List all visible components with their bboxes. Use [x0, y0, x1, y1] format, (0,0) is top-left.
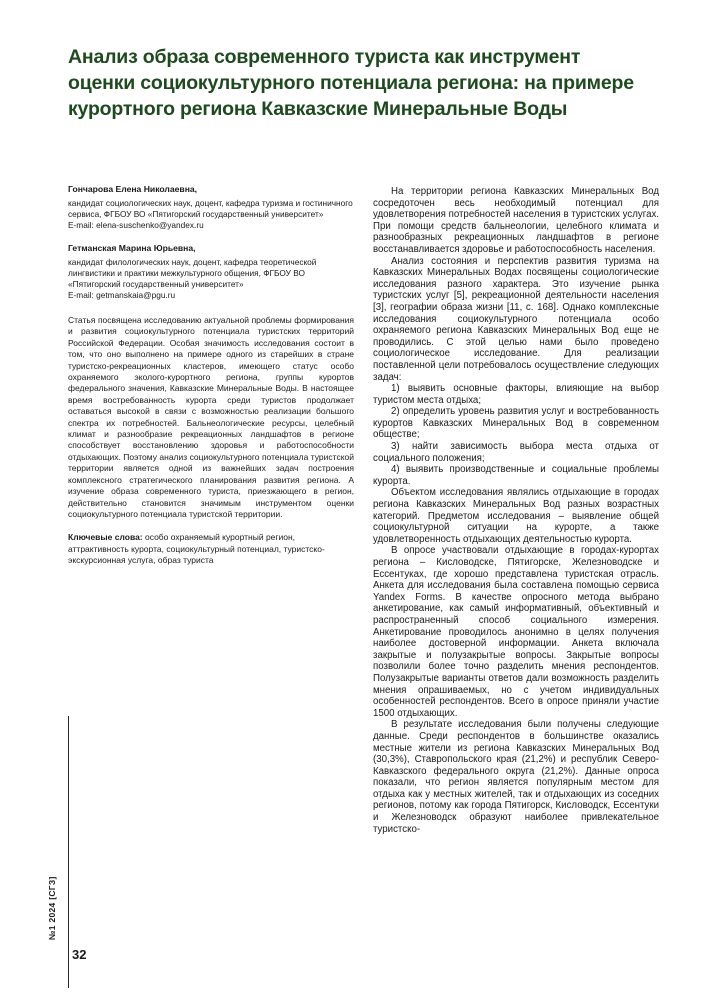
- article-title: Анализ образа современного туриста как инструмент оценки социокультурного потенциала региона: на примере курортного региона Кавказские Минеральные Воды: [68, 46, 634, 120]
- body-paragraph: 1) выявить основные факторы, влияющие на выбор туристом места отдыха;: [373, 383, 659, 406]
- body-paragraph: В опросе участвовали отдыхающие в городах-курортах региона – Кисловодске, Пятигорске, Железноводске и Ессентуках, где хорошо представлена туристская отрасль. Анкета для исследования была составлена помощью сервиса Yandex Forms. В качестве опросного метода выбрано анкетирование, как самый информативный, объективный и распространенный способ социального измерения. Анкетирование проводилось анонимно в целях получения наиболее достоверной информации. Анкета включала закрытые и полузакрытые вопросы. Закрытые вопросы позволили более точно разделить мнения респондентов. Полузакрытые варианты ответов дали возможность разделить мнения опрашиваемых, но с учетом индивидуальных особенностей респондентов. Всего в опросе приняли участие 1500 отдыхающих.: [373, 545, 659, 719]
- author-name: Гетманская Марина Юрьевна,: [68, 243, 196, 253]
- keywords: [68, 532, 358, 566]
- margin-rule: [68, 716, 69, 988]
- author-affiliation: кандидат филологических наук, доцент, кафедра теоретической лингвистики и практики межкультурного общения, ФГБОУ ВО «Пятигорский государственный университет»: [68, 257, 317, 289]
- keywords-text: особо охраняемый курортный регион, аттрактивность курорта, социокультурный потенциал, туристско-экскурсионная услуга, образ туриста: [68, 532, 325, 566]
- keywords-label: Ключевые слова:: [68, 532, 143, 543]
- journal-issue-label: №1 2024 [СГЗ]: [47, 876, 57, 940]
- author-block: [68, 243, 358, 301]
- body-paragraph: 2) определить уровень развития услуг и востребованность курортов Кавказских Минеральных Вод в современном обществе;: [373, 406, 659, 441]
- left-column: [68, 184, 358, 567]
- body-paragraph: 3) найти зависимость выбора места отдыха от социального положения;: [373, 441, 659, 464]
- author-affiliation: кандидат социологических наук, доцент, кафедра туризма и гостиничного сервиса, ФГБОУ ВО «Пятигорский государственный университет»: [68, 198, 353, 219]
- author-name: Гончарова Елена Николаевна,: [68, 184, 198, 194]
- body-text: [373, 186, 659, 835]
- body-paragraph: На территории региона Кавказских Минеральных Вод сосредоточен весь необходимый потенциал для удовлетворения потребностей населения в туристских услугах. При помощи средств бальнеологии, целебного климата и разнообразных рекреационных ландшафтов в регионе восстанавливается здоровье и работоспособность населения.: [373, 186, 659, 255]
- body-paragraph: 4) выявить производственные и социальные проблемы курорта.: [373, 464, 659, 487]
- abstract: Статья посвящена исследованию актуальной проблемы формирования и развития социокультурного потенциала туристских территорий Российской Федерации. Особая значимость исследования состоит в том, что оно выполнено на примере одного из старейших в стране туристско-рекреационных кластеров, имеющего статус особо охраняемого эколого-курортного региона, группы курортов федерального значения, Кавказские Минеральные Воды. В настоящее время востребованность курорта среди туристов продолжает оставаться высокой в связи с возможностью реализации большого спектра их потребностей. Бальнеологические ресурсы, целебный климат и разнообразие рекреационных ландшафтов в регионе способствует восстановлению здоровья и работоспособности отдыхающих. Поэтому анализ социокультурного потенциала туристской территории является одной из важнейших задач построения комплексного стратегического планирования развития региона. А изучение образа современного туриста, приезжающего в регион, действительно становится значимым инструментом оценки социокультурного потенциала туристской территории.: [68, 315, 354, 519]
- author-email[interactable]: E-mail: elena-suschenko@yandex.ru: [68, 220, 204, 230]
- body-paragraph: В результате исследования были получены следующие данные. Среди респондентов в большинстве оказались местные жители из региона Кавказских Минеральных Вод (30,3%), Ставропольского края (21,2%) и республик Северо-Кавказского федерального округа (21,2%). Данные опроса показали, что регион является популярным местом для отдыха как у местных жителей, так и отдыхающих из соседних регионов, потому как города Пятигорск, Кисловодск, Ессентуки и Железноводск образуют наиболее привлекательное туристско-: [373, 719, 659, 835]
- page-number: 32: [72, 947, 87, 962]
- author-block: [68, 184, 358, 231]
- author-email[interactable]: E-mail: getmanskaia@pgu.ru: [68, 290, 176, 300]
- body-paragraph: Объектом исследования являлись отдыхающие в городах региона Кавказских Минеральных Вод разных возрастных категорий. Предметом исследования – выявление общей социокультурной ситуации на курорте, а также удовлетворенность отдыхающих деятельностью курорта.: [373, 487, 659, 545]
- body-paragraph: Анализ состояния и перспектив развития туризма на Кавказских Минеральных Водах посвящены социологические исследования разного характера. Это изучение рынка туристских услуг [5], рекреационной деятельности населения [3], географии образа жизни [11, с. 168]. Однако комплексные исследования социокультурного потенциала особо охраняемого региона Кавказских Минеральных Вод еще не проводились. С этой целью нами было проведено социологическое исследование. Для реализации поставленной цели потребовалось осуществление следующих задач:: [373, 255, 659, 383]
